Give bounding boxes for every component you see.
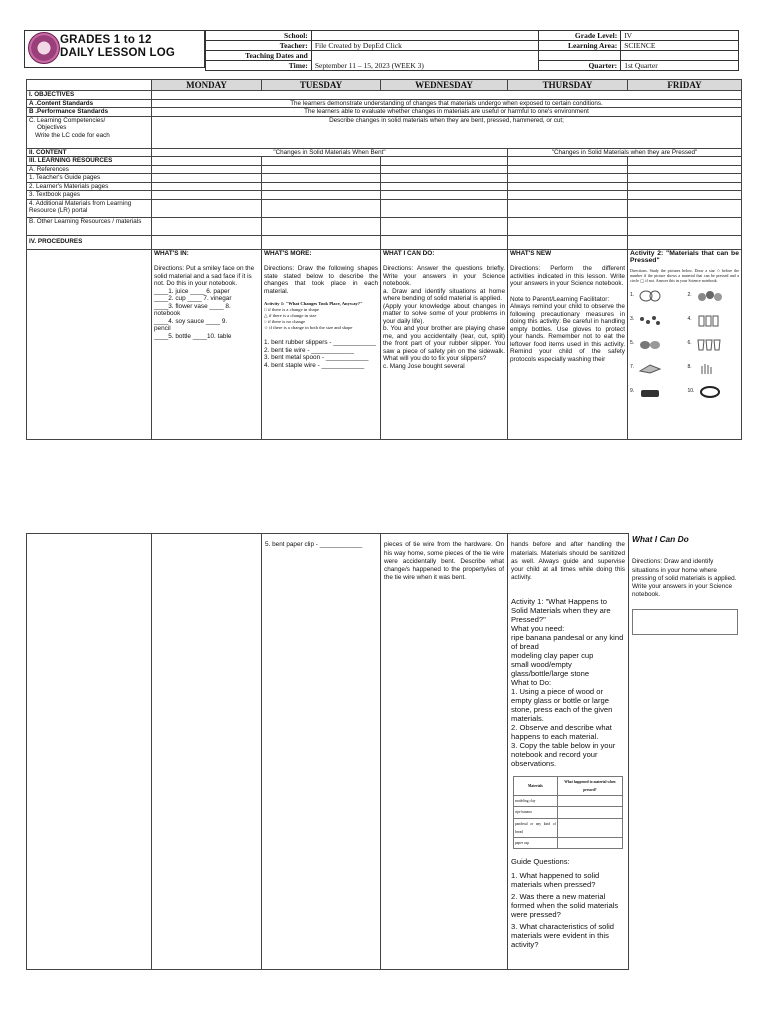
guide-questions (511, 857, 625, 949)
tuesday-heading: WHAT'S MORE: (264, 249, 312, 257)
bread-icon (638, 361, 662, 375)
monday-column (152, 249, 262, 439)
day-thursday: THURSDAY (508, 80, 628, 91)
deped-seal-logo (28, 32, 60, 64)
picture-item: 10. (688, 383, 740, 401)
page2-tuesday-column (261, 533, 381, 970)
thursday-directions: Directions: Perform the different activities indicated in this lesson. Write your answers in your Science notebook. (510, 265, 625, 287)
day-monday: MONDAY (152, 80, 262, 91)
label-teacher: Teacher: (206, 41, 312, 51)
wednesday-directions: Directions: Answer the questions briefly. Write your answers in your Science notebook. (383, 265, 505, 287)
friday-column (628, 249, 742, 439)
label-teaching-dates: Teaching Dates and (206, 51, 312, 61)
wednesday-question-b: b. You and your brother are playing chase me, and you accidentally (tear, cut, split) the front part of your rubber slipper. You saw a piece of safety pin on the sidewalk. What will you do to fix your slippers? (383, 325, 505, 362)
page2-wednesday-column (380, 533, 508, 970)
row-textbook: 3. Textbook pages (27, 191, 152, 200)
step-item: 1. Using a piece of wood or empty glass or bottle or large stone, press each of the given materials. (511, 686, 613, 723)
iron-icon (638, 385, 662, 399)
cable-icon (698, 385, 724, 399)
label-school: School: (206, 31, 312, 41)
picture-item: 4. (688, 311, 740, 329)
monday-item: notebook (154, 310, 181, 317)
day-tuesday: TUESDAY (262, 80, 381, 91)
picture-item: 2. (688, 287, 740, 305)
step-item: 2. Observe and describe what happens to each material. (511, 722, 612, 741)
what-to-do-heading: What to Do: (511, 677, 552, 687)
value-dates: September 11 – 15, 2023 (WEEK 3) (311, 51, 539, 71)
observation-table (513, 776, 623, 849)
picture-item: 1. (630, 287, 682, 305)
wednesday-question-c: c. Mang Jose bought several (383, 362, 465, 370)
monday-item: ____3. flower vase ____ 8. (154, 302, 231, 310)
table-header: Materials (514, 776, 558, 795)
value-school (311, 31, 539, 41)
label-learning-area: Learning Area: (539, 41, 621, 51)
tuesday-column (262, 249, 381, 439)
table-header: What happened to material when pressed? (557, 776, 622, 795)
picture-item: 6. (688, 335, 740, 353)
monday-item: ____2. cup ____ 7. vinegar (154, 295, 232, 302)
row-additional-materials: 4. Additional Materials from Learning Resource (LR) portal (27, 199, 152, 217)
coins-icon (638, 337, 662, 351)
tuesday-item: 4. bent staple wire - ____________ (264, 361, 365, 369)
row-learning-resources: III. LEARNING RESOURCES (27, 157, 152, 166)
rocks-icon (696, 289, 726, 303)
wednesday-question-a: a. Draw and identify situations at home where bending of solid material is applied. (383, 287, 505, 302)
monday-item: ____1. juice ____ 6. paper (154, 287, 230, 295)
value-learning-area: SCIENCE (621, 41, 739, 51)
thursday-heading: WHAT'S NEW (510, 249, 552, 257)
seeds-icon (638, 313, 662, 327)
monday-item: ____5. bottle ____10. table (154, 332, 232, 340)
pillow-icon (638, 289, 662, 303)
tuesday-item: 2. bent tie wire - ____________ (264, 346, 354, 354)
bottles-icon (696, 313, 720, 327)
activity2-directions: Directions. Study the pictures below. Draw a star ✩ before the number if the picture shows a material that can be pressed and a circle ◯ if not. Answer this in your Science notebook. (630, 267, 739, 283)
picture-item: 9. (630, 383, 682, 401)
step-item: 3. Copy the table below in your notebook and record your observations. (511, 740, 616, 768)
wednesday-heading: WHAT I CAN DO: (383, 249, 435, 257)
friday-heading: Activity 2: "Materials that can be Pressed" (630, 249, 739, 264)
guide-question: 2. Was there a new material formed when the solid materials were pressed? (511, 892, 619, 920)
answer-box (632, 609, 738, 635)
wednesday-column (381, 249, 508, 439)
what-i-can-do-directions: Directions: Draw and identify situations in your home where pressing of solid materials is applied. Write your answers in your Science notebook. (632, 558, 737, 599)
row-learners-materials: 2. Learner's Materials pages (27, 182, 152, 191)
value-quarter: 1st Quarter (621, 61, 739, 71)
tuesday-item: 3. bent metal spoon - ____________ (264, 354, 369, 361)
row-procedures: IV. PROCEDURES (27, 235, 152, 249)
content-standards-text: The learners demonstrate understanding of changes that materials undergo when exposed to certain conditions. (152, 99, 742, 108)
tuesday-item: 1. bent rubber slippers - ____________ (264, 339, 376, 346)
page2-friday-column (628, 533, 741, 970)
what-you-need-heading: What you need: (511, 623, 565, 633)
monday-item: ____4. soy sauce ____ 9. (154, 317, 228, 325)
picture-item: 8. (688, 359, 740, 377)
picture-item: 7. (630, 359, 682, 377)
table-cell: ripe banana (514, 807, 558, 818)
label-quarter: Quarter: (539, 61, 621, 71)
page2-monday-column (151, 533, 262, 970)
day-friday: FRIDAY (628, 80, 742, 91)
row-performance-standards: B .Performance Standards (27, 108, 152, 117)
tuesday-item: 5. bent paper clip - ____________ (265, 541, 363, 549)
picture-grid (630, 287, 739, 401)
row-content: II. CONTENT (27, 148, 152, 157)
row-other-resources: B. Other Learning Resources / materials (27, 217, 152, 235)
monday-item: pencil (154, 325, 171, 332)
competencies-text: Describe changes in solid materials when they are bent, pressed, hammered, or cut; (152, 116, 742, 148)
header-info-table (205, 30, 739, 71)
row-competencies: C. Learning Competencies/ Objectives Write the LC code for each (27, 116, 152, 148)
lesson-log-table (26, 79, 742, 440)
day-wednesday: WEDNESDAY (381, 80, 508, 91)
cups-icon (696, 337, 722, 351)
row-content-standards: A .Content Standards (27, 99, 152, 108)
table-cell: pandesal or any kind of bread (514, 818, 558, 837)
guide-question: 3. What characteristics of solid materials were evident in this activity? (511, 922, 614, 950)
triangle-icon: △ (264, 313, 269, 318)
content-bent: "Changes in Solid Materials When Bent" (152, 148, 508, 157)
performance-standards-text: The learners able to evaluate whether changes in materials are useful or harmful to one's environment (152, 108, 742, 117)
tuesday-directions: Directions: Draw the following shapes state stated below to describe the changes that took place in each material. (264, 265, 378, 295)
star-icon: ☆ (264, 325, 270, 330)
need-item: ripe banana pandesal or any kind of bread (511, 632, 624, 651)
row-objectives: I. OBJECTIVES (27, 91, 152, 100)
hand-icon (696, 361, 720, 375)
content-pressed: "Changes in Solid Materials when they are Pressed" (508, 148, 742, 157)
title-line-1: GRADES 1 to 12 (60, 34, 152, 46)
wednesday-note: (Apply your knowledge about changes in matter to solve some of your problems in your daily life). (383, 302, 505, 325)
table-cell: modeling clay (514, 796, 558, 807)
thursday-column (508, 249, 628, 439)
need-item: small wood/empty glass/bottle/large stone (511, 659, 590, 678)
row-references: A. References (27, 165, 152, 174)
circle-icon: ○ (264, 319, 268, 324)
thursday-note-continued: hands before and after handling the materials. Materials should be sanitized as well. Always guide and supervise your child at all times while doing this activity. (511, 541, 625, 582)
activity1-section (511, 597, 625, 768)
value-teacher: File Created by DepEd Click (311, 41, 539, 51)
thursday-note-text: Always remind your child to observe the following precautionary measures in doing this activity: Be careful in handling empty bottles. Use gloves to protect your hands. Remember not to eat the leftover food items used in this activity. Remind your child of the safety protocols especially washing their (510, 303, 625, 363)
monday-directions: Directions: Put a smiley face on the solid material and a sad face if it is not. Do this in your notebook. (154, 265, 255, 287)
label-time: Time: (206, 61, 312, 71)
page2-label-column (26, 533, 152, 970)
picture-item: 3. (630, 311, 682, 329)
need-item: modeling clay paper cup (511, 650, 594, 660)
picture-item: 5. (630, 335, 682, 353)
guide-question: 1. What happened to solid materials when pressed? (511, 871, 600, 890)
label-grade-level: Grade Level: (539, 31, 621, 41)
document-title (60, 34, 175, 60)
thursday-note-heading: Note to Parent/Learning Facilitator: (510, 295, 610, 303)
value-grade-level: IV (621, 31, 739, 41)
guide-questions-heading: Guide Questions: (511, 857, 570, 867)
wednesday-question-c-continued: pieces of tie wire from the hardware. On his way home, some pieces of the tie wire were accidentally bent. Describe what change/s happened to the property/ies of the tie wire when it was bent. (384, 541, 504, 582)
row-teachers-guide: 1. Teacher's Guide pages (27, 174, 152, 183)
what-i-can-do-heading: What I Can Do (632, 534, 689, 544)
activity1-pressed-title: Activity 1: "What Happens to Solid Materials when they are Pressed?" (511, 596, 611, 624)
table-cell: paper cup (514, 838, 558, 849)
square-icon: □ (264, 307, 268, 312)
title-line-2: DAILY LESSON LOG (60, 47, 176, 59)
activity1-box: Activity 1: "What Changes Took Place, Anyway?" □ if there is a change in shape △ if there is a change in size ○ if there is no change ☆ if there is a change in both the size and shape (264, 301, 378, 331)
monday-heading: WHAT'S IN: (154, 249, 189, 257)
activity1-title: Activity 1: "What Changes Took Place, Anyway?" (264, 301, 363, 306)
page2-thursday-column (507, 533, 629, 970)
